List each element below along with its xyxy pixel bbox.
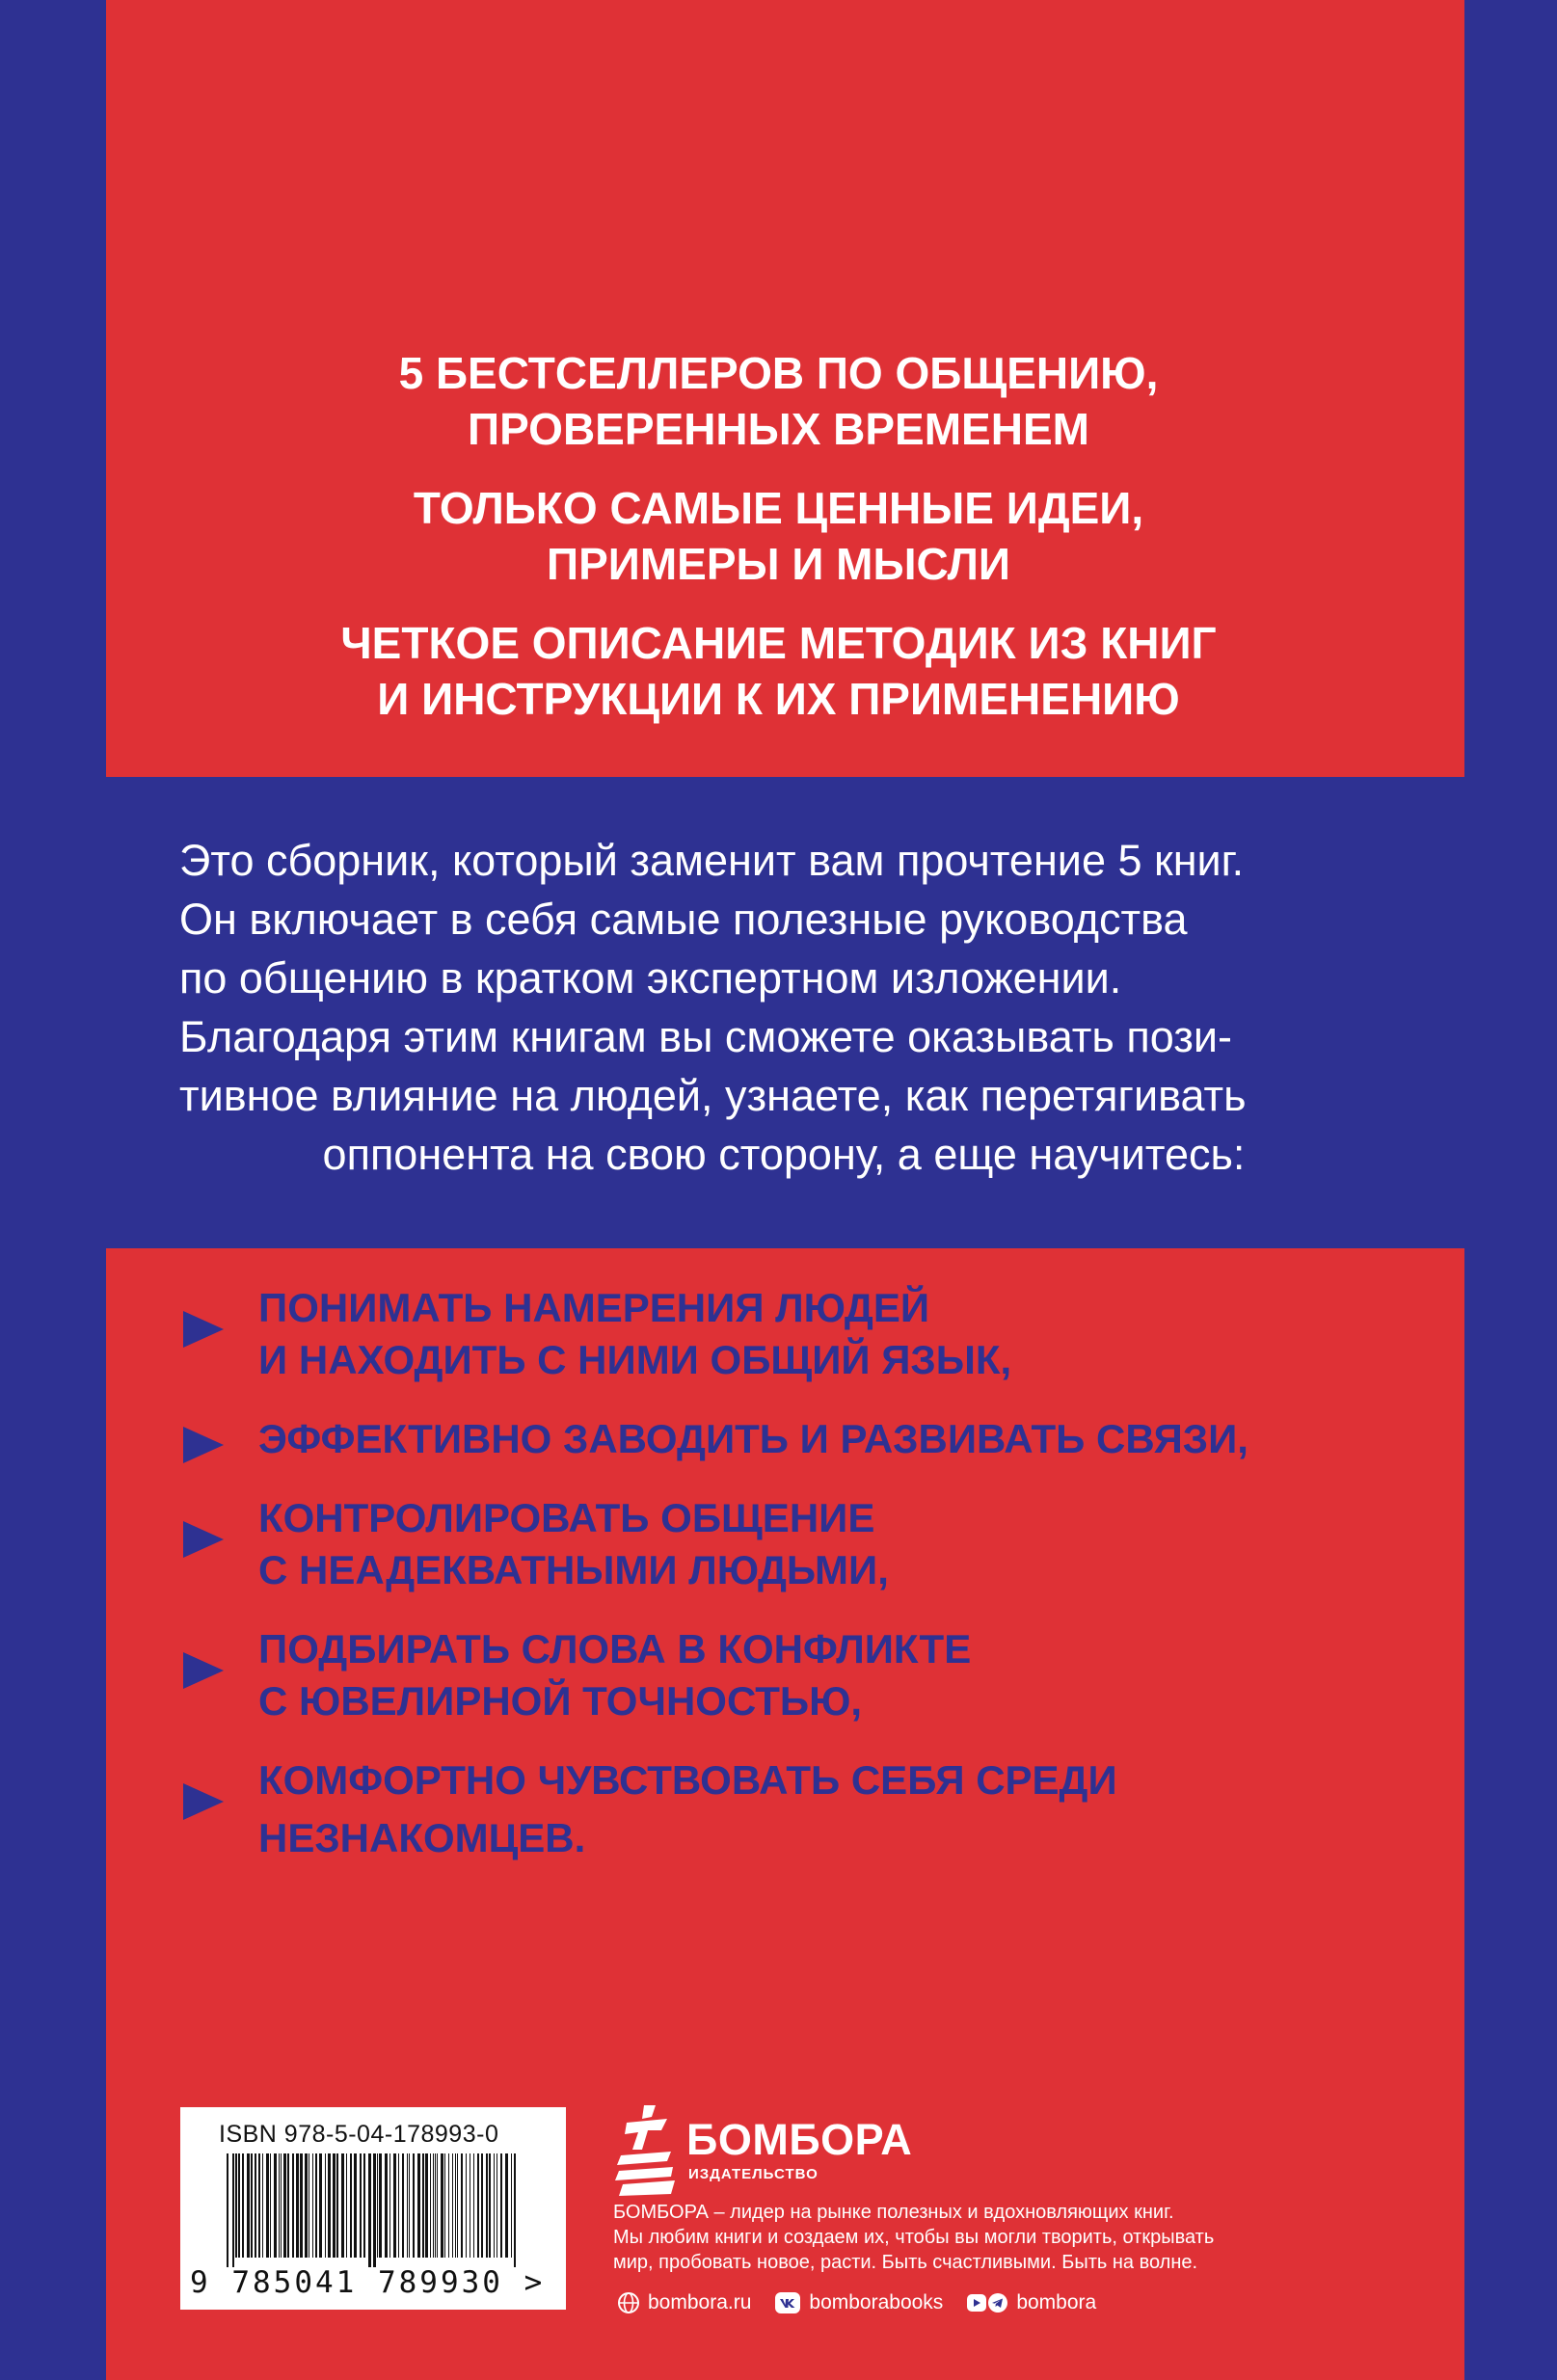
description-line: Это сборник, который заменит вам прочтение 5 книг. <box>179 836 1245 885</box>
feature-list <box>183 1282 1436 1891</box>
headline-line: ПРОВЕРЕННЫХ ВРЕМЕНЕМ <box>468 404 1089 454</box>
feature-line: С НЕАДЕКВАТНЫМИ ЛЮДЬМИ, <box>258 1547 889 1592</box>
social-youtube-telegram[interactable] <box>966 2291 1096 2314</box>
headline-line: 5 БЕСТСЕЛЛЕРОВ ПО ОБЩЕНИЮ, <box>398 348 1159 398</box>
feature-item <box>183 1413 1436 1465</box>
headlines <box>0 345 1557 750</box>
publisher-logo <box>613 2101 913 2198</box>
feature-line: С ЮВЕЛИРНОЙ ТОЧНОСТЬЮ, <box>258 1678 863 1724</box>
triangle-bullet-icon <box>183 1652 224 1689</box>
description-line: оппонента на свою сторону, а еще научитесь: <box>322 1130 1246 1179</box>
triangle-bullet-icon <box>183 1427 224 1463</box>
social-label: bombora.ru <box>648 2291 752 2313</box>
feature-item <box>183 1282 1436 1386</box>
feature-item <box>183 1492 1436 1596</box>
description-line: Он включает в себя самые полезные руководства <box>179 895 1188 944</box>
feature-line: ЭФФЕКТИВНО ЗАВОДИТЬ И РАЗВИВАТЬ СВЯЗИ, <box>258 1416 1248 1461</box>
triangle-bullet-icon <box>183 1783 224 1820</box>
vk-icon <box>774 2291 801 2314</box>
publisher-description <box>613 2200 1327 2275</box>
description-line: Благодаря этим книгам вы сможете оказывать пози- <box>179 1012 1232 1061</box>
headline-1 <box>0 345 1557 457</box>
headline-line: ПРИМЕРЫ И МЫСЛИ <box>547 539 1010 589</box>
feature-line: КОНТРОЛИРОВАТЬ ОБЩЕНИЕ <box>258 1495 875 1540</box>
feature-line: И НАХОДИТЬ С НИМИ ОБЩИЙ ЯЗЫК, <box>258 1337 1012 1382</box>
description <box>179 831 1388 1184</box>
publisher-text-line: БОМБОРА – лидер на рынке полезных и вдохновляющих книг. <box>613 2202 1174 2223</box>
barcode-digits: 9 785041 789930 > <box>190 2265 546 2300</box>
feature-item <box>183 1623 1436 1727</box>
headline-line: ЧЕТКОЕ ОПИСАНИЕ МЕТОДИК ИЗ КНИГ <box>340 618 1217 668</box>
feature-line: ПОДБИРАТЬ СЛОВА В КОНФЛИКТЕ <box>258 1626 972 1671</box>
barcode-box <box>180 2107 566 2310</box>
globe-icon <box>617 2291 640 2314</box>
publisher-text-line: мир, пробовать новое, расти. Быть счастливыми. Быть на волне. <box>613 2252 1198 2273</box>
triangle-bullet-icon <box>183 1311 224 1348</box>
feature-item <box>183 1754 1436 1864</box>
description-line: по общению в кратком экспертном изложении. <box>179 953 1122 1003</box>
headline-line: И ИНСТРУКЦИИ К ИХ ПРИМЕНЕНИЮ <box>377 674 1180 724</box>
headline-3 <box>0 615 1557 727</box>
feature-line: КОМФОРТНО ЧУВСТВОВАТЬ СЕБЯ СРЕДИ <box>258 1757 1117 1803</box>
social-website[interactable] <box>617 2291 751 2314</box>
publisher-logo-icon <box>613 2101 681 2198</box>
social-links <box>617 2287 1119 2318</box>
social-label: bombora <box>1016 2291 1097 2313</box>
feature-line: ПОНИМАТЬ НАМЕРЕНИЯ ЛЮДЕЙ <box>258 1285 930 1330</box>
headline-2 <box>0 480 1557 592</box>
isbn-label: ISBN 978-5-04-178993-0 <box>219 2121 499 2148</box>
social-label: bomborabooks <box>809 2291 944 2313</box>
triangle-bullet-icon <box>183 1521 224 1558</box>
barcode-icon <box>227 2153 525 2267</box>
social-vk[interactable] <box>774 2291 943 2314</box>
publisher-name: БОМБОРА <box>686 2115 913 2164</box>
description-line: тивное влияние на людей, узнаете, как перетягивать <box>179 1071 1247 1120</box>
headline-line: ТОЛЬКО САМЫЕ ЦЕННЫЕ ИДЕИ, <box>413 483 1144 533</box>
youtube-telegram-icon <box>966 2291 1008 2314</box>
publisher-text-line: Мы любим книги и создаем их, чтобы вы могли творить, открывать <box>613 2227 1215 2248</box>
feature-line: НЕЗНАКОМЦЕВ. <box>258 1815 586 1860</box>
publisher-subtitle: ИЗДАТЕЛЬСТВО <box>688 2166 819 2182</box>
